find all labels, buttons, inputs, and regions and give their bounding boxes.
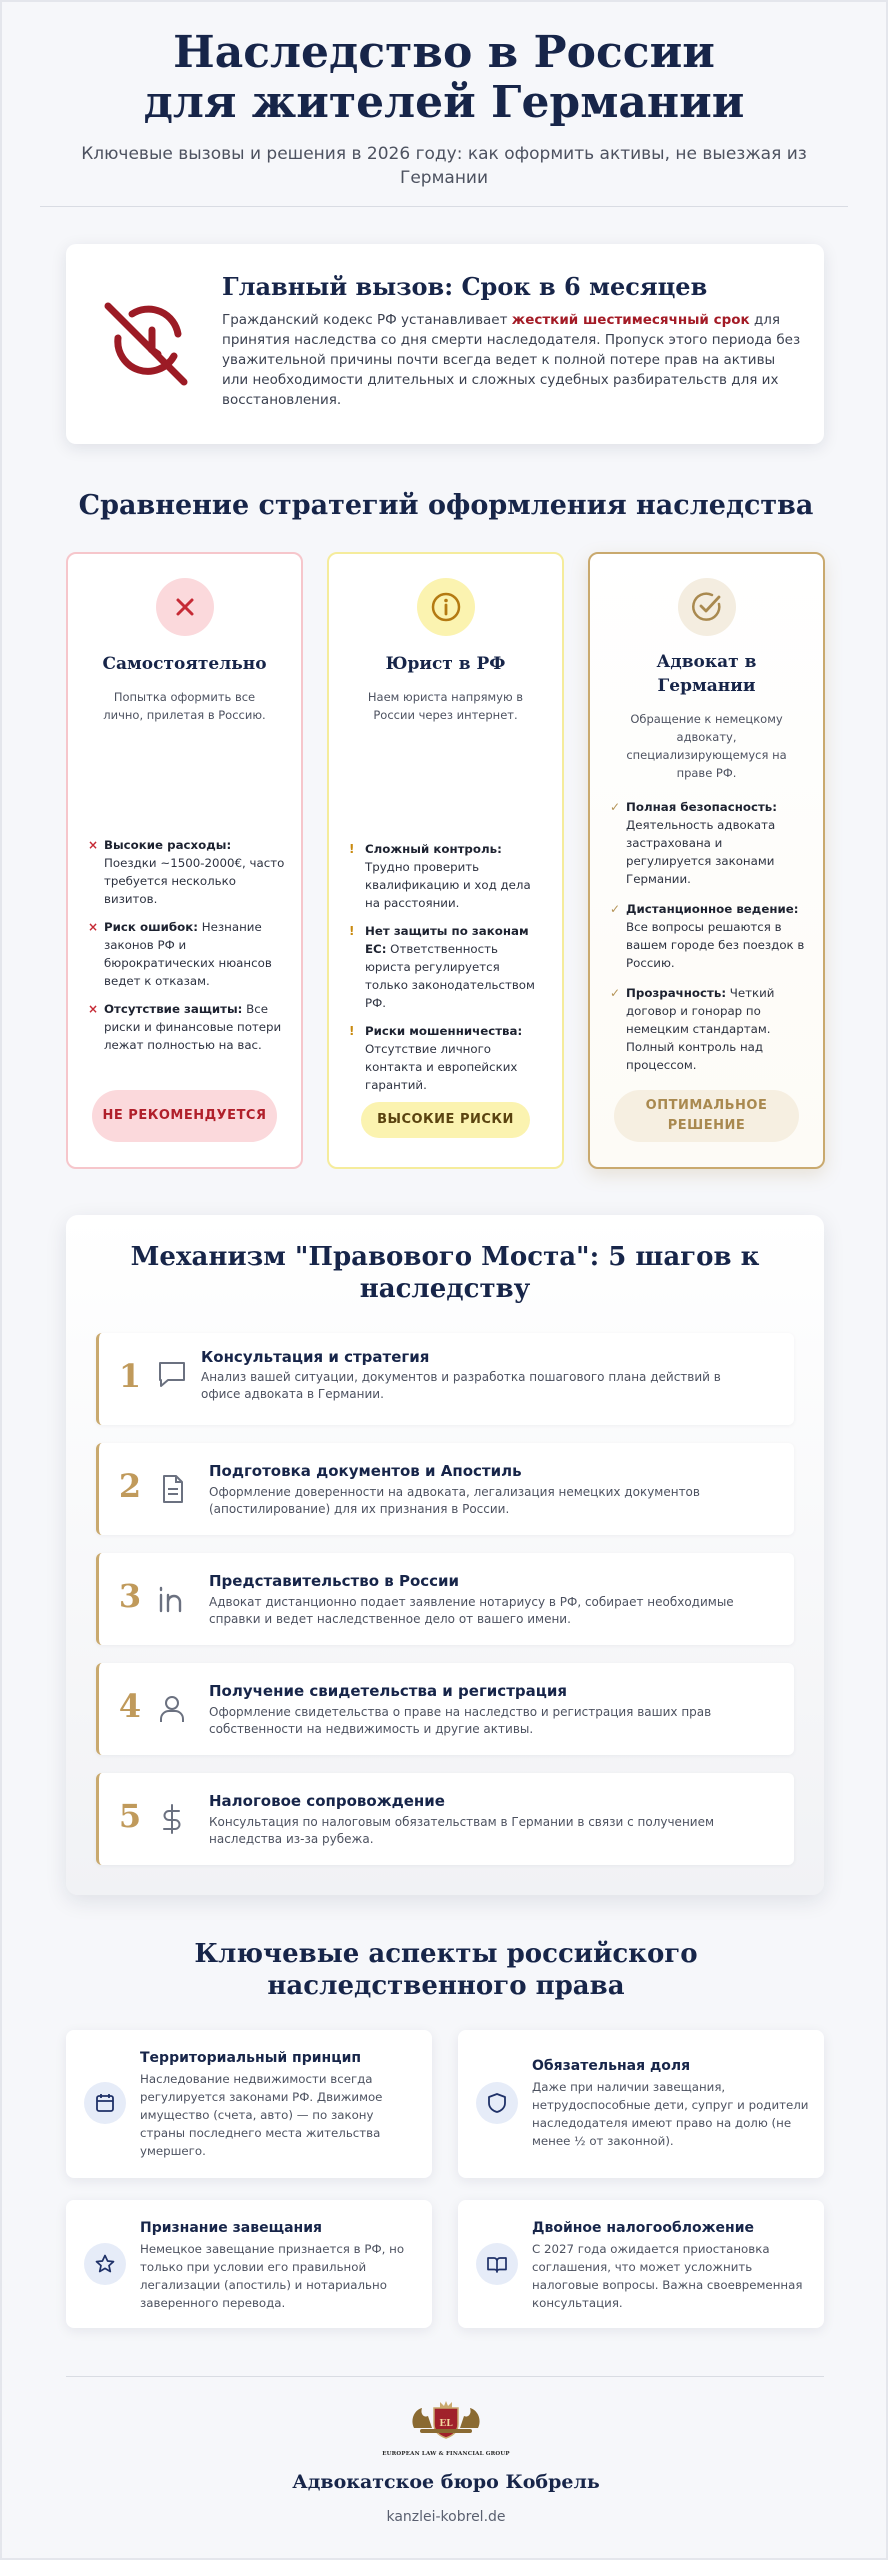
strategy-points (610, 798, 807, 1084)
list-item (610, 900, 807, 972)
exclamation-icon: ! (349, 1024, 355, 1038)
legal-bridge-steps (66, 1215, 824, 1895)
point-label: Риски мошенничества: (365, 1024, 523, 1038)
point-label: Высокие расходы: (104, 838, 232, 852)
linkedin-icon (155, 1582, 189, 1616)
list-item (349, 840, 546, 912)
page-title: Наследство в России для жителей Германии (143, 27, 745, 128)
strategy-description: Наем юриста напрямую в России через интернет. (367, 690, 524, 722)
challenge-text-start: Гражданский кодекс РФ устанавливает (222, 312, 512, 328)
check-icon: ✓ (610, 902, 621, 916)
strategy-card-russian-lawyer (327, 552, 564, 1169)
step-item (96, 1663, 794, 1755)
step-text: Адвокат дистанционно подает заявление нотариусу в РФ, собирает необходимые справки и ведет наследственное дело от вашего имени. (209, 1595, 734, 1626)
step-number: 3 (118, 1577, 142, 1615)
header-divider (40, 206, 848, 207)
list-item (88, 836, 285, 908)
step-title: Консультация и стратегия (201, 1348, 430, 1366)
check-circle-icon (678, 578, 736, 636)
footer-divider (66, 2376, 824, 2377)
strategy-title: Самостоятельно (102, 654, 267, 674)
step-number: 1 (118, 1357, 142, 1395)
aspect-text: Немецкое завещание признается в РФ, но только при условии его правильной легализации (апостиль) и нотариально заверенного перевода. (140, 2242, 405, 2310)
step-item (96, 1333, 794, 1425)
svg-text:EL: EL (439, 2419, 453, 2429)
point-label: Отсутствие защиты: (104, 1002, 243, 1016)
list-item (610, 984, 807, 1074)
step-item (96, 1773, 794, 1865)
list-item (349, 922, 546, 1012)
strategy-description: Обращение к немецкому адвокату, специализирующемуся на праве РФ. (626, 712, 787, 780)
step-text: Оформление доверенности на адвоката, легализация немецких документов (апостилирование) для их признания в России. (209, 1485, 700, 1516)
list-item (610, 798, 807, 888)
point-label: Сложный контроль: (365, 842, 502, 856)
step-item (96, 1443, 794, 1535)
website-link[interactable]: kanzlei-kobrel.de (386, 2509, 506, 2525)
point-text: Четкий договор и гонорар по немецким стандартам. Полный контроль над процессом. (626, 986, 775, 1072)
cross-mark-icon: × (88, 838, 99, 852)
strategy-card-german-lawyer (588, 552, 825, 1169)
point-text: Ответственность юриста регулируется только законодательством РФ. (365, 942, 535, 1010)
star-icon (84, 2243, 126, 2285)
cross-mark-icon: × (88, 920, 99, 934)
point-label: Полная безопасность: (626, 800, 777, 814)
document-icon (155, 1472, 189, 1506)
point-label: Нет защиты по законам ЕС: (365, 924, 529, 956)
list-item (88, 1000, 285, 1054)
x-icon (156, 578, 214, 636)
strategy-title: Юрист в РФ (385, 654, 506, 674)
step-text: Оформление свидетельства о праве на наследство и регистрация ваших прав собственности на недвижимость и другие активы. (209, 1705, 712, 1736)
aspect-text: Наследование недвижимости всегда регулируется законами РФ. Движимое имущество (счета, авто) — по закону страны последнего места жительства умершего. (140, 2072, 383, 2158)
point-text: Все вопросы решаются в вашем городе без поездок в Россию. (626, 920, 805, 970)
step-title: Представительство в России (209, 1572, 460, 1590)
list-item (88, 918, 285, 990)
step-number: 2 (118, 1467, 142, 1505)
verdict-badge: НЕ РЕКОМЕНДУЕТСЯ (92, 1090, 277, 1142)
challenge-text-end: для принятия наследства со дня смерти наследодателя. Пропуск этого периода без уважительной причины почти всегда ведет к полной потере прав на активы или необходимости длительных и сложных судебных разбирательств для их восстановления. (222, 312, 801, 408)
aspect-card (458, 2030, 824, 2178)
firm-logo (406, 2398, 486, 2446)
step-title: Получение свидетельства и регистрация (209, 1682, 568, 1700)
chat-bubble-icon (155, 1357, 189, 1391)
point-text: Незнание законов РФ и бюрократических нюансов ведет к отказам. (104, 920, 272, 988)
aspect-title: Признание завещания (140, 2220, 322, 2236)
step-title: Налоговое сопровождение (209, 1792, 445, 1810)
book-icon (476, 2243, 518, 2285)
strategy-points (88, 836, 285, 1064)
exclamation-icon: ! (349, 924, 355, 938)
aspect-title: Территориальный принцип (140, 2050, 362, 2066)
list-item (349, 1022, 546, 1094)
shield-icon (476, 2082, 518, 2124)
strategy-title: Адвокат в Германии (656, 652, 757, 696)
point-text: Трудно проверить квалификацию и ход дела на расстоянии. (365, 860, 531, 910)
point-text: Все риски и финансовые потери лежат полностью на вас. (104, 1002, 282, 1052)
exclamation-icon: ! (349, 842, 355, 856)
check-icon: ✓ (610, 800, 621, 814)
page-subtitle: Ключевые вызовы и решения в 2026 году: как оформить активы, не выезжая из Германии (81, 144, 807, 188)
cross-mark-icon: × (88, 1002, 99, 1016)
main-challenge-card (66, 244, 824, 444)
strategy-points (349, 840, 546, 1104)
user-icon (155, 1692, 189, 1726)
point-label: Риск ошибок: (104, 920, 198, 934)
aspect-card (66, 2200, 432, 2328)
challenge-text (222, 310, 802, 410)
step-text: Консультация по налоговым обязательствам в Германии в связи с получением наследства из-за рубежа. (209, 1815, 715, 1846)
comparison-title: Сравнение стратегий оформления наследства (78, 490, 814, 521)
step-item (96, 1553, 794, 1645)
steps-title: Механизм "Правового Моста": 5 шагов к наследству (130, 1242, 760, 1304)
info-icon (417, 578, 475, 636)
aspects-title: Ключевые аспекты российского наследственного права (194, 1939, 698, 2001)
verdict-badge: ОПТИМАЛЬНОЕ РЕШЕНИЕ (614, 1090, 799, 1142)
aspect-title: Обязательная доля (532, 2058, 691, 2074)
aspect-text: С 2027 года ожидается приостановка соглашения, что может усложнить налоговые вопросы. Важна своевременная консультация. (532, 2242, 803, 2310)
aspect-text: Даже при наличии завещания, нетрудоспособные дети, супруг и родители наследодателя имеют право на долю (не менее ½ от законной). (532, 2080, 809, 2148)
point-label: Дистанционное ведение: (626, 902, 799, 916)
step-text: Анализ вашей ситуации, документов и разработка пошагового плана действий в офисе адвоката в Германии. (201, 1370, 721, 1401)
point-text: Деятельность адвоката застрахована и регулируется законами Германии. (626, 818, 776, 886)
logo-caption: EUROPEAN LAW & FINANCIAL GROUP (382, 2451, 510, 2457)
point-text: Отсутствие личного контакта и европейских гарантий. (365, 1042, 518, 1092)
firm-name: Адвокатское бюро Кобрель (292, 2471, 600, 2493)
aspect-title: Двойное налогообложение (532, 2220, 755, 2236)
aspect-card (458, 2200, 824, 2328)
step-number: 4 (118, 1687, 142, 1725)
challenge-highlight: жесткий шестимесячный срок (511, 312, 750, 328)
aspect-card (66, 2030, 432, 2178)
calendar-icon (84, 2082, 126, 2124)
strategy-card-self (66, 552, 303, 1169)
challenge-title: Главный вызов: Срок в 6 месяцев (222, 272, 708, 301)
clock-off-icon (96, 294, 196, 394)
step-number: 5 (118, 1797, 142, 1835)
strategy-description: Попытка оформить все лично, прилетая в Россию. (103, 690, 266, 722)
header (2, 2, 886, 190)
point-text: Поездки ~1500-2000€, часто требуется несколько визитов. (104, 856, 285, 906)
step-title: Подготовка документов и Апостиль (209, 1462, 522, 1480)
point-label: Прозрачность: (626, 986, 727, 1000)
verdict-badge: ВЫСОКИЕ РИСКИ (361, 1102, 530, 1138)
check-icon: ✓ (610, 986, 621, 1000)
dollar-icon (155, 1802, 189, 1836)
